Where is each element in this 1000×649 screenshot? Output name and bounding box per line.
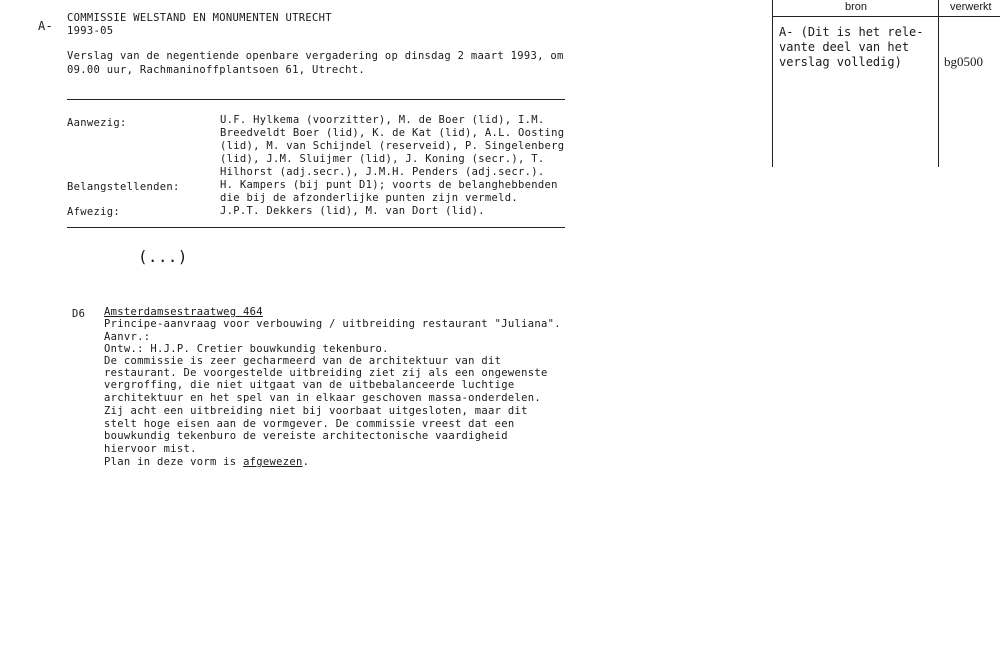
present-line: (lid), J.M. Sluijmer (lid), J. Koning (secr.), T. [220,153,545,165]
table-header-rule [772,16,1000,17]
omission-ellipsis: (...) [138,247,188,266]
item-code: D6 [72,308,86,320]
intro-line: Verslag van de negentiende openbare vergadering op dinsdag 2 maart 1993, om [67,50,564,62]
item-line: Aanvr.: [104,331,151,343]
bron-line: vante deel van het [779,40,910,54]
verdict-word: afgewezen [243,456,303,468]
item-line: stelt hoge eisen aan de vormgever. De commissie vreest dat een [104,418,515,430]
item-line: Zij acht een uitbreiding niet bij voorbaat uitgesloten, maar dit [104,405,528,417]
verdict-suffix: . [302,456,310,468]
table-border-left [772,0,773,167]
item-line: Principe-aanvraag voor verbouwing / uitbreiding restaurant "Juliana". [104,318,561,330]
divider-bottom [67,227,565,228]
item-verdict [104,456,309,469]
section-marker: A- [38,19,54,33]
stakeholders-line: H. Kampers (bij punt D1); voorts de belanghebbenden [220,179,558,191]
item-line: architektuur en het spel van in elkaar geschoven massa-onderdelen. [104,392,542,404]
present-line: Breedveldt Boer (lid), K. de Kat (lid), A.L. Oosting [220,127,565,139]
present-label: Aanwezig: [67,117,127,129]
column-header-bron: bron [845,1,868,13]
column-header-verwerkt: verwerkt [950,1,992,13]
absent-label: Afwezig: [67,206,120,218]
item-line: restaurant. De voorgestelde uitbreiding ziet zij als een ongewenste [104,367,548,379]
present-line: Hilhorst (adj.secr.), J.M.H. Penders (adj.secr.). [220,166,545,178]
item-line: hiervoor mist. [104,443,197,455]
document-reference: 1993-05 [67,25,114,37]
stakeholders-label: Belangstellenden: [67,181,180,193]
item-line: Ontw.: H.J.P. Cretier bouwkundig tekenburo. [104,343,389,355]
table-border-middle [938,0,939,167]
present-line: (lid), M. van Schijndel (reserveid), P. Singelenberg [220,140,565,152]
bron-line: A- (Dit is het rele- [779,25,924,39]
organization-name: COMMISSIE WELSTAND EN MONUMENTEN UTRECHT [67,12,332,24]
bron-line: verslag volledig) [779,55,902,69]
present-line: U.F. Hylkema (voorzitter), M. de Boer (lid), I.M. [220,114,545,126]
divider-top [67,99,565,100]
item-line: bouwkundig tekenburo de vereiste architectonische vaardigheid [104,430,508,442]
item-line: vergroffing, die niet uitgaat van de uitbebalanceerde luchtige [104,379,515,391]
item-line: De commissie is zeer gecharmeerd van de architektuur van dit [104,355,502,367]
intro-line: 09.00 uur, Rachmaninoffplantsoen 61, Utrecht. [67,64,365,76]
verwerkt-value: bg0500 [944,54,983,69]
item-address: Amsterdamsestraatweg 464 [104,306,263,318]
verdict-prefix: Plan in deze vorm is [104,456,244,468]
stakeholders-line: die bij de afzonderlijke punten zijn vermeld. [220,192,518,204]
absent-text: J.P.T. Dekkers (lid), M. van Dort (lid). [220,205,485,217]
